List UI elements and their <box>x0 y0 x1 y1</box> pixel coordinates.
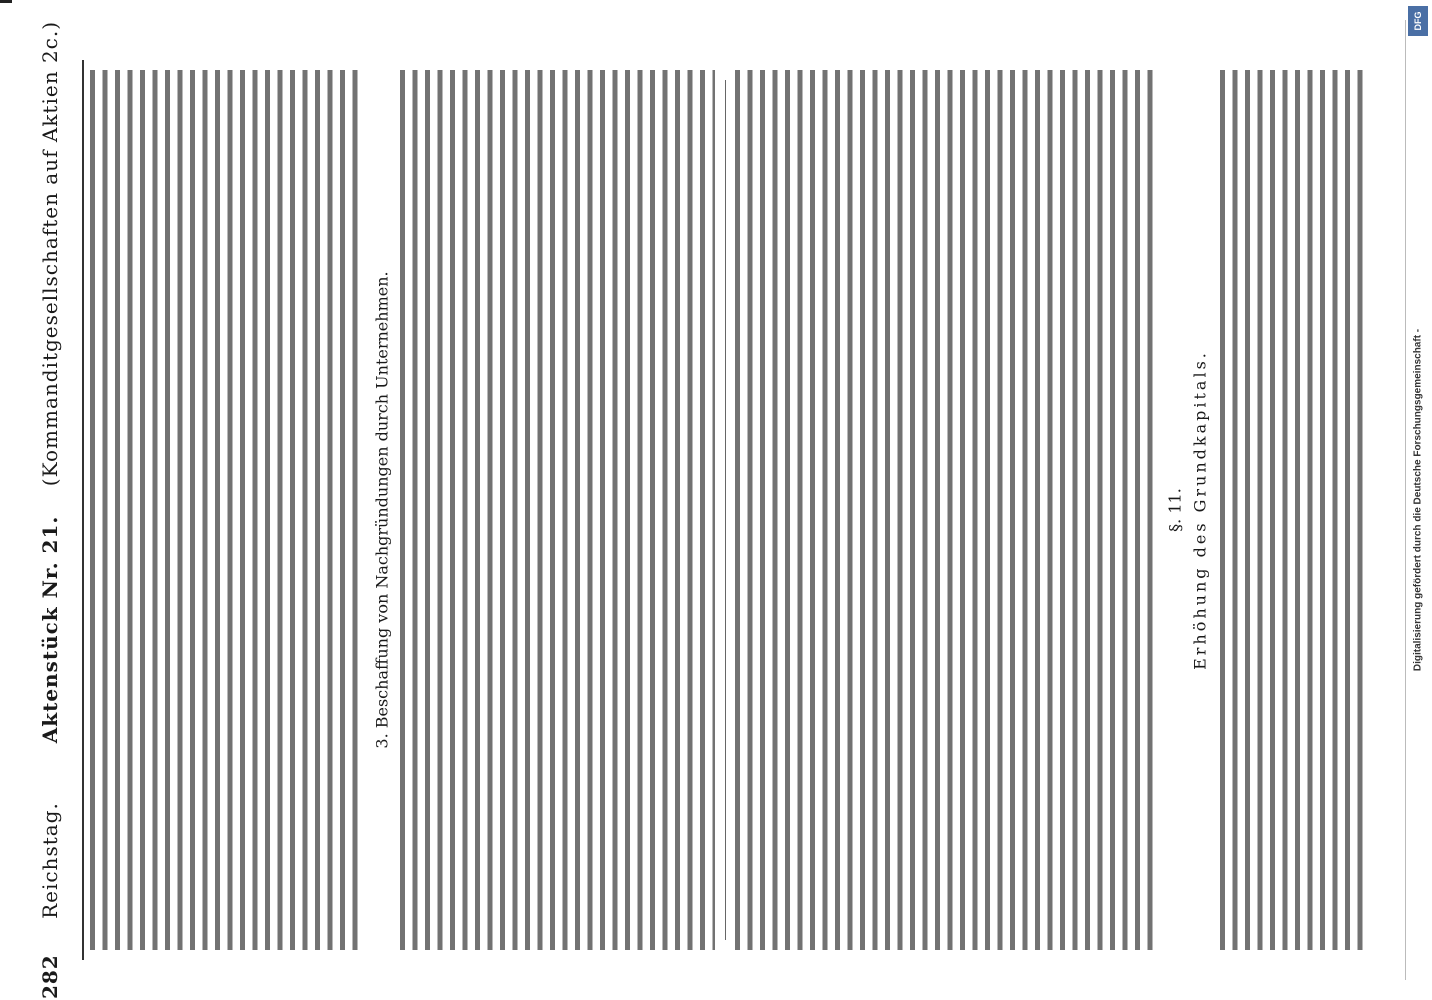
digitization-notice: Digitalisierung gefördert durch die Deutsche Forschungsgemeinschaft - <box>1412 328 1424 672</box>
scan-edge-mark <box>0 0 12 3</box>
document-page <box>20 20 1400 1000</box>
paragraph-block <box>735 70 1155 950</box>
running-head-label: Reichstag. <box>38 802 62 919</box>
dfg-logo: DFG <box>1408 6 1428 36</box>
paragraph-block <box>400 70 715 950</box>
page-number: 282 <box>38 954 62 1000</box>
running-head <box>20 20 80 1000</box>
subheading: 3. Beschaffung von Nachgründungen durch Unternehmen. <box>372 271 392 749</box>
column-right <box>735 70 1370 950</box>
running-head-subtitle: (Kommanditgesellschaften auf Aktien 2c.) <box>38 20 62 487</box>
running-head-title: Aktenstück Nr. 21. <box>38 515 62 744</box>
paragraph-block <box>1220 70 1370 950</box>
running-head-text <box>38 21 62 999</box>
column-rule <box>725 80 726 940</box>
section-number: §. 11. <box>1165 488 1185 532</box>
paragraph-block <box>90 70 365 950</box>
header-rule <box>82 60 84 960</box>
column-left <box>90 70 715 950</box>
section-title: Erhöhung des Grundkapitals. <box>1190 350 1210 670</box>
margin-rule <box>1405 20 1406 980</box>
